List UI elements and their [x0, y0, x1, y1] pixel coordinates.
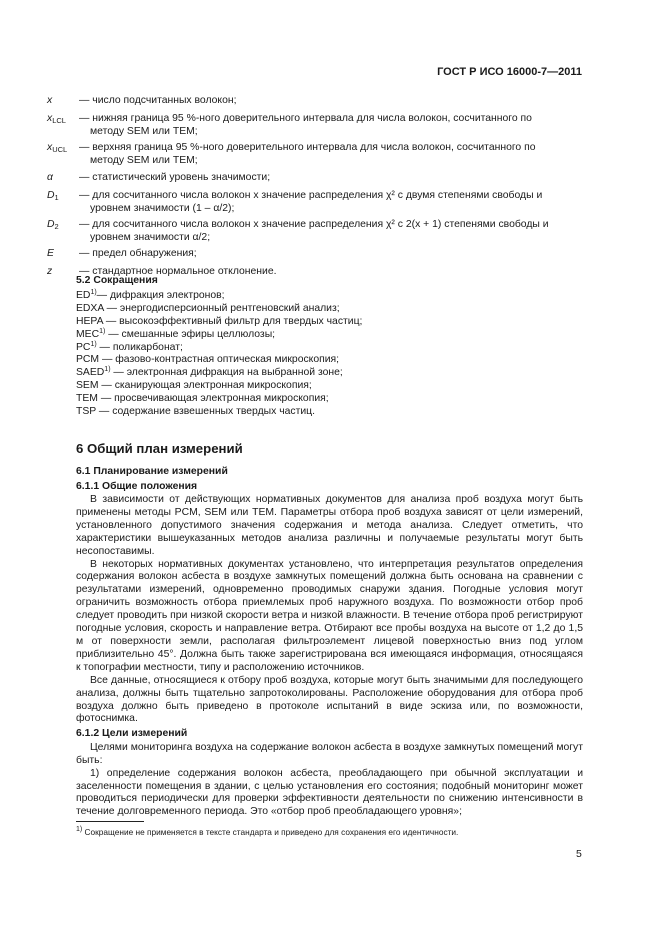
section-title-6: 6 Общий план измерений: [76, 441, 243, 456]
definition-symbol: E: [47, 248, 54, 260]
footnote-text: Сокращение не применяется в тексте стандарта и приведено для сохранения его идентичности.: [84, 827, 459, 837]
definition-item: [47, 141, 583, 167]
page-number: 5: [576, 848, 582, 860]
definition-symbol: $x_{LCL}$: [47, 113, 66, 126]
paragraph: 1) определение содержания волокон асбеста, преобладающего при обычной эксплуатации и заселенности помещения в здании, с целью установления его состояния; подобный мониторинг может проводиться периодически для проверки эффективности деятельности по снижению интенсивности в течение долговременного периода. Это «отбор проб преобладающего уровня»;: [76, 767, 583, 818]
definition-symbol: $x_{UCL}$: [47, 142, 68, 155]
paragraph: Все данные, относящиеся к отбору проб воздуха, которые могут быть значимыми для последующего анализа, должны быть тщательно запротоколированы. Расположение оборудования для отбора проб воздуха должно быть приведено в протоколе испытаний в виде эскиза или, по возможности, фотоснимка.: [76, 674, 583, 725]
abbreviation-item: SAED$^{1)}$ — электронная дифракция на выбранной зоне;: [76, 366, 343, 379]
abbreviation-item: HEPA — высокоэффективный фильтр для твердых частиц;: [76, 315, 363, 327]
abbreviation-item: TSP — содержание взвешенных твердых частиц.: [76, 406, 315, 418]
section-6-body: [76, 465, 583, 819]
section-title-5-2: 5.2 Сокращения: [76, 275, 158, 286]
abbreviation-item: PCM — фазово-контрастная оптическая микроскопия;: [76, 354, 340, 366]
paragraph: В зависимости от действующих нормативных документов для анализа проб воздуха могут быть применены методы PCM, SEM или TEM. Параметры отбора проб воздуха зависят от цели измерений, установленного допустимого значения содержания и метода анализа. Следует отметить, что характеристики вышеуказанных методов анализа различны и получаемые результаты могут быть несопоставимы.: [76, 494, 583, 557]
footnote-divider: [76, 821, 144, 822]
definition-symbol: x: [47, 95, 53, 106]
definition-item: [47, 94, 583, 109]
definition-symbol: $D_2$: [47, 218, 59, 231]
definition-item: [47, 112, 583, 138]
document-header: ГОСТ Р ИСО 16000-7—2011: [437, 66, 582, 78]
abbreviation-item: PC$^{1)}$ — поликарбонат;: [76, 340, 183, 353]
paragraph: Целями мониторинга воздуха на содержание волокон асбеста в воздухе замкнутых помещений могут быть:: [76, 741, 583, 766]
definition-item: [47, 218, 583, 244]
paragraph: В некоторых нормативных документах установлено, что интерпретация результатов определения содержания волокон асбеста в воздухе замкнутых помещений должна быть основана на сравнении с результатами измерений, одновременно проводимых снаружи здания. Погодные условия могут ограничить возможность отбора приемлемых проб наружного воздуха. По возможности отбор проб следует проводить при низкой скорости ветра и низкой влажности. В течение отбора проб регистрируют погодные условия, скорость и направление ветра. Отбирают все пробы воздуха на высоте от 1,2 до 1,5 м от поверхности земли, располагая фильтроэлемент лицевой поверхностью вниз под углом приблизительно 45°. Должна быть также зарегистрирована вся имеющаяся информация, относящаяся к топографии местности, типу и расположению источников.: [76, 558, 583, 673]
footnote-mark: 1): [76, 826, 83, 833]
definition-text: — для сосчитанного числа волокон x значение распределения χ² с 2(x + 1) степенями свободы и уровнем значимости α/2;: [79, 218, 549, 243]
subsection-title-6-1-2: 6.1.2 Цели измерений: [76, 728, 188, 740]
definition-item: [47, 189, 583, 215]
definition-symbol: α: [47, 171, 53, 183]
abbreviation-item: ED$^{1)}$— дифракция электронов;: [76, 289, 225, 301]
definition-text: — для сосчитанного числа волокон x значение распределения χ² с двумя степенями свободы и уровнем значимости (1 – α/2);: [79, 189, 543, 214]
definition-symbol: $D_1$: [47, 189, 59, 202]
abbreviations-section: [76, 274, 583, 418]
subsection-title-6-1-1: 6.1.1 Общие положения: [76, 480, 198, 492]
abbreviation-item: EDXA — энергодисперсионный рентгеновский анализ;: [76, 302, 340, 314]
footnote: [76, 826, 458, 839]
abbreviation-item: MEC$^{1)}$ — смешанные эфиры целлюлозы;: [76, 327, 276, 340]
definition-text: — число подсчитанных волокон;: [79, 95, 237, 106]
symbol-definitions: [47, 94, 583, 284]
definition-item: [47, 171, 583, 186]
subsection-title-6-1: 6.1 Планирование измерений: [76, 466, 228, 477]
definition-symbol: z: [47, 266, 53, 278]
definition-text: — нижняя граница 95 %-ного доверительного интервала для числа волокон, сосчитанного по методу SEM или TEM;: [79, 113, 532, 138]
definition-text: — статистический уровень значимости;: [79, 171, 271, 183]
abbreviation-item: SEM — сканирующая электронная микроскопия;: [76, 380, 312, 392]
definition-text: — верхняя граница 95 %-ного доверительного интервала для числа волокон, сосчитанного по методу SEM или TEM;: [79, 142, 536, 167]
definition-text: — предел обнаружения;: [79, 248, 197, 260]
abbreviation-list: [76, 289, 583, 418]
definition-item: [47, 247, 583, 262]
abbreviation-item: TEM — просвечивающая электронная микроскопия;: [76, 393, 329, 405]
definition-text: — стандартное нормальное отклонение.: [79, 266, 277, 278]
